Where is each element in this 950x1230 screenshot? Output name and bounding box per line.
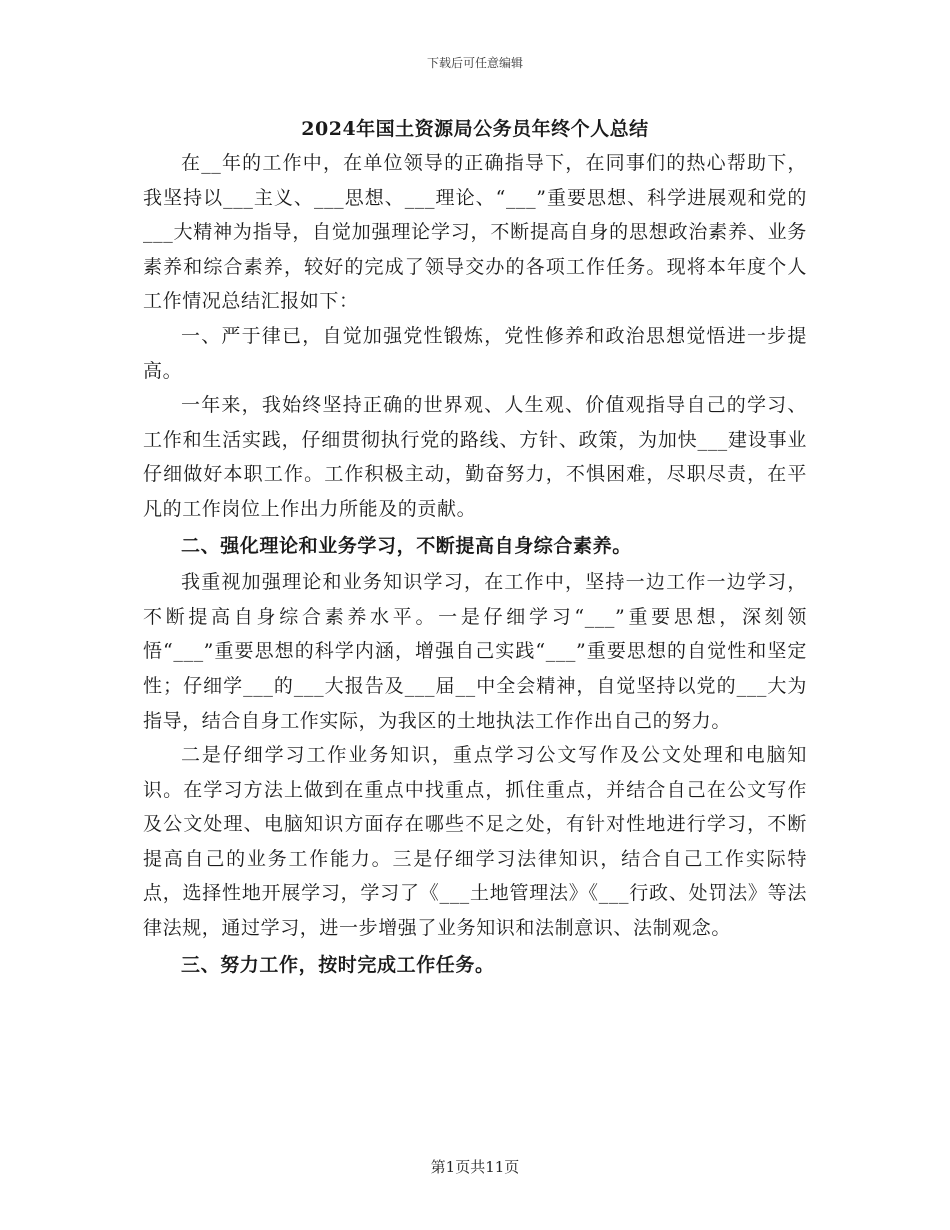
section-heading-2: 二、强化理论和业务学习，不断提高自身综合素养。 (181, 534, 632, 557)
paragraph-section-2-body-1: 我重视加强理论和业务知识学习，在工作中，坚持一边工作一边学习，不断提高自身综合素养水平。一是仔细学习“___”重要思想，深刻领悟“___”重要思想的科学内涵，增强自己实践“___”重要思想的自觉性和坚定性；仔细学___的___大报告及___届__中全会精神，自觉坚持以党的___大为指导，结合自身工作实际，为我区的土地执法工作作出自己的努力。 (143, 571, 807, 732)
section-heading-3: 三、努力工作，按时完成工作任务。 (181, 953, 495, 976)
paragraph-intro: 在__年的工作中，在单位领导的正确指导下，在同事们的热心帮助下，我坚持以___主义、___思想、___理论、“___”重要思想、科学进展观和党的___大精神为指导，自觉加强理论学习，不断提高自身的思想政治素养、业务素养和综合素养，较好的完成了领导交办的各项工作任务。现将本年度个人工作情况总结汇报如下： (143, 152, 807, 313)
header-note: 下载后可任意编辑 (426, 56, 523, 70)
paragraph-section-2-body-2: 二是仔细学习工作业务知识，重点学习公文写作及公文处理和电脑知识。在学习方法上做到在重点中找重点，抓住重点，并结合自己在公文写作及公文处理、电脑知识方面存在哪些不足之处，有针对性地进行学习，不断提高自己的业务工作能力。三是仔细学习法律知识，结合自己工作实际特点，选择性地开展学习，学习了《___土地管理法》《___行政、处罚法》等法律法规，通过学习，进一步增强了业务知识和法制意识、法制观念。 (143, 744, 807, 940)
page-footer: 第1页共11页 (430, 1158, 520, 1176)
document-title: 2024年国土资源局公务员年终个人总结 (301, 118, 649, 140)
document-body (143, 146, 807, 984)
paragraph-section-1-body: 一年来，我始终坚持正确的世界观、人生观、价值观指导自己的学习、工作和生活实践，仔细贯彻执行党的路线、方针、政策，为加快___建设事业仔细做好本职工作。工作积极主动，勤奋努力，不惧困难，尽职尽责，在平凡的工作岗位上作出力所能及的贡献。 (143, 394, 807, 520)
paragraph-section-1-heading: 一、严于律已，自觉加强党性锻炼，党性修养和政治思想觉悟进一步提高。 (143, 324, 807, 382)
